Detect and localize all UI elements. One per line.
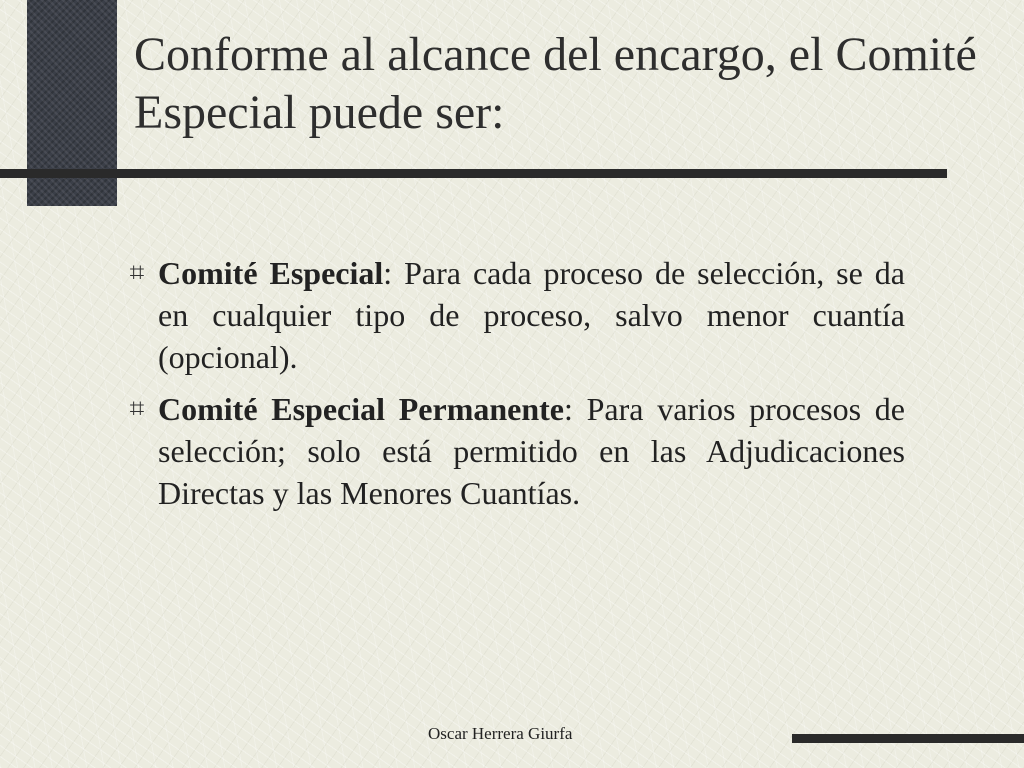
bullet-item-comite-especial-permanente bbox=[120, 388, 905, 514]
square-bullet-icon: ⌗ bbox=[129, 394, 145, 424]
bullet-term: Comité Especial bbox=[158, 255, 384, 291]
bullet-text: Para varios procesos de selección; solo está permitido en las Adjudicaciones Directas y las Menores Cuantías. bbox=[158, 391, 905, 511]
slide-title: Conforme al alcance del encargo, el Comité Especial puede ser: bbox=[134, 28, 977, 139]
bullet-item-comite-especial bbox=[120, 252, 905, 378]
square-bullet-icon: ⌗ bbox=[129, 258, 145, 288]
bullet-separator: : bbox=[564, 391, 573, 427]
title-underline-rule bbox=[0, 169, 947, 178]
bullet-text: Para cada proceso de selección, se da en cualquier tipo de proceso, salvo menor cuantía (opcional). bbox=[158, 255, 906, 375]
bullet-term: Comité Especial Permanente bbox=[158, 391, 564, 427]
bullet-separator: : bbox=[383, 255, 393, 291]
footer-author: Oscar Herrera Giurfa bbox=[428, 724, 573, 743]
bullet-list bbox=[120, 252, 905, 524]
footer-rule bbox=[792, 734, 1024, 743]
